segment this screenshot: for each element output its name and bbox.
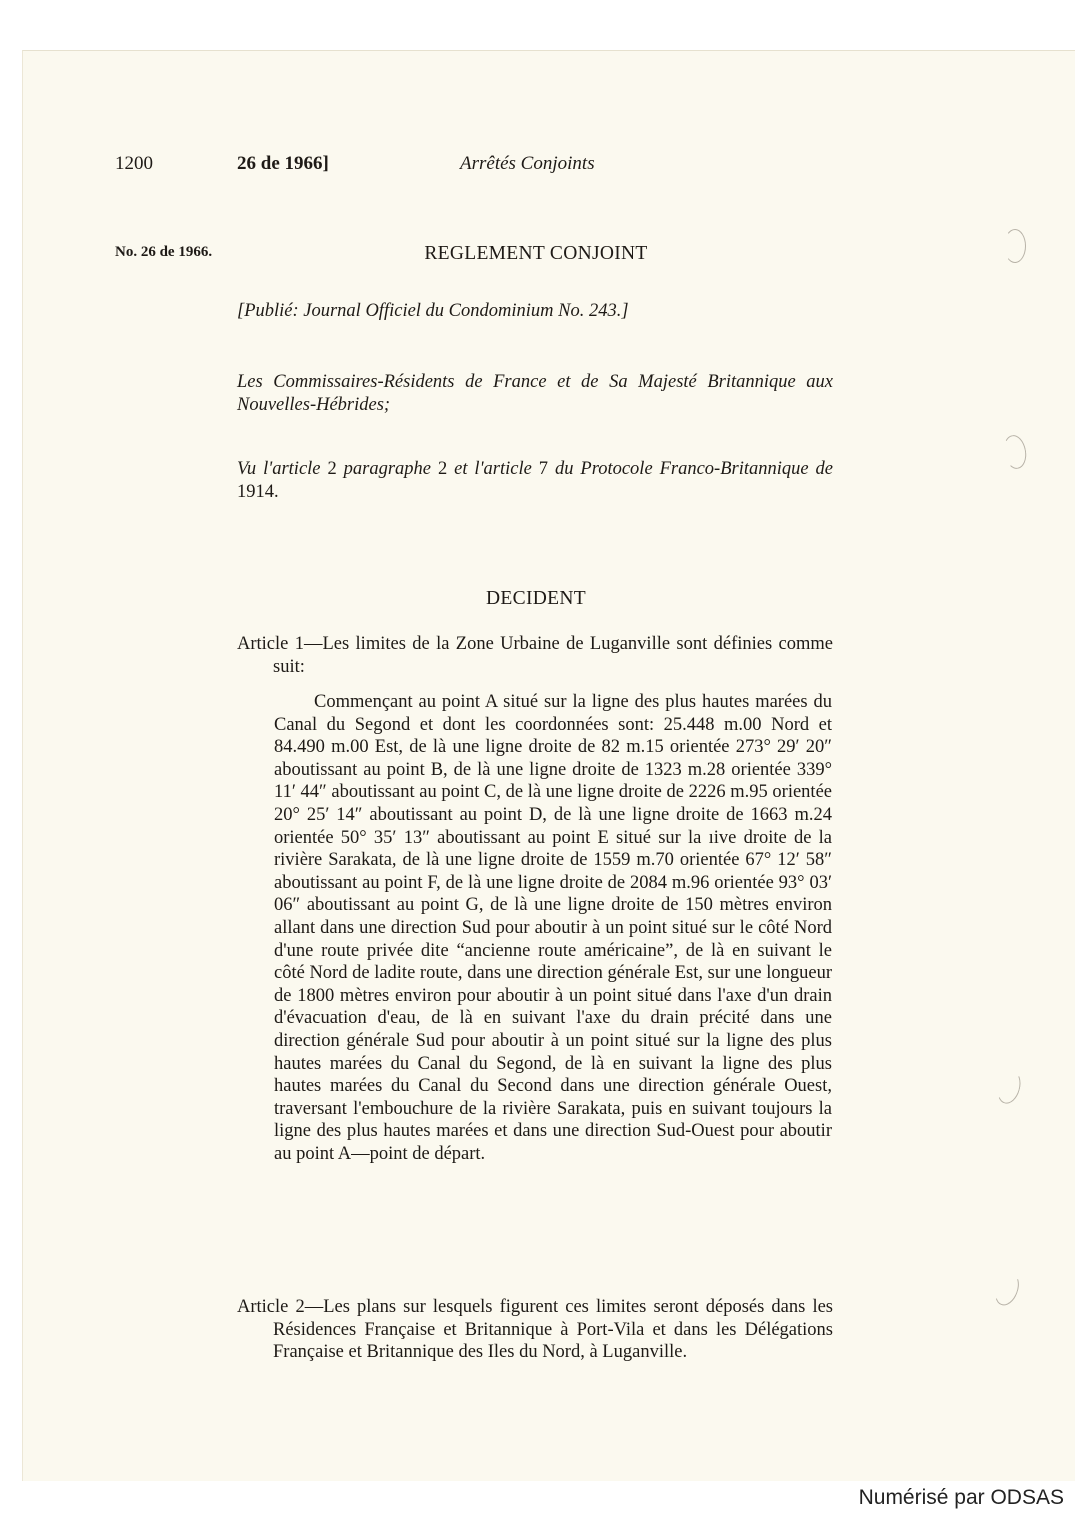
publication-note: [Publié: Journal Officiel du Condominium No. 243.]	[237, 301, 629, 321]
article-1-body: Commençant au point A situé sur la ligne des plus hautes marées du Canal du Segond et dont les coordonnées sont: 25.448 m.00 Nord et 84.490 m.00 Est, de là une ligne droite de 82 m.15 orientée 273° 29′ 20″ aboutissant au point B, de là une ligne droite de 1323 m.28 orientée 339° 11′ 44″ aboutissant au point C, de là une ligne droite de 2226 m.95 orientée 20° 25′ 14″ aboutissant au point D, de là une ligne droite de 1663 m.24 orientée 50° 35′ 13″ aboutissant au point E situé sur la ıive droite de la rivière Sarakata, de là une ligne droite de 1559 m.70 orientée 67° 12′ 58″ aboutissant au point F, de là une ligne droite de 2084 m.96 orientée 93° 03′ 06″ aboutissant au point G, de là une ligne droite de 150 mètres environ allant dans une direction Sud pour aboutir à un point situé sur le côté Nord d'une route privée dite “ancienne route américaine”, de là en suivant le côté Nord de ladite route, dans une direction générale Est, sur une longueur de 1800 mètres environ pour aboutir à un point situé dans l'axe d'un drain d'évacuation d'eau, de là en suivant l'axe du drain précité dans une direction générale Sud pour aboutir à un point situé sur la ligne des plus hautes marées du Canal du Segond, de là en suivant la ligne des plus hautes marées du Canal du Second dans une direction générale Ouest, traversant l'embouchure de la rivière Sarakata, puis en suivant toujours la ligne des plus hautes marées et dans une direction Sud-Ouest pour aboutir au point A—point de départ.	[274, 692, 832, 1164]
preamble-vu-year: 1914.	[237, 481, 279, 502]
article-2: Article 2—Les plans sur lesquels figurent ces limites seront déposés dans les Résidences Française et Britannique à Port-Vila et dans les Délégations Française et Britannique des Iles du Nord, à Luganville.	[237, 1297, 833, 1363]
preamble-vu-number: 2	[431, 459, 455, 479]
header-reference: 26 de 1966]	[237, 153, 329, 174]
punch-hole-mark	[1004, 229, 1026, 263]
page-number: 1200	[115, 153, 153, 174]
margin-note: No. 26 de 1966.	[115, 244, 213, 260]
preamble-vu-part: et l'article	[454, 459, 532, 479]
preamble-commissaires: Les Commissaires-Résidents de France et de Sa Majesté Britannique aux Nouvelles-Hébrides;	[237, 372, 833, 415]
decision-heading: DECIDENT	[486, 588, 586, 609]
digitization-watermark: Numérisé par ODSAS	[858, 1486, 1064, 1509]
preamble-vu-number: 2	[320, 459, 344, 479]
preamble-vu-part: paragraphe	[343, 459, 432, 479]
preamble-vu-part: Vu l'article	[237, 459, 321, 479]
preamble-vu-part: du Protocole Franco-Britannique de	[554, 459, 833, 479]
preamble-vu	[237, 458, 833, 503]
article-1-intro: Article 1—Les limites de la Zone Urbaine de Luganville sont définies comme suit:	[237, 634, 833, 677]
header-title: Arrêtés Conjoints	[460, 153, 595, 174]
document-heading: REGLEMENT CONJOINT	[424, 243, 648, 264]
preamble-vu-number: 7	[531, 459, 555, 479]
